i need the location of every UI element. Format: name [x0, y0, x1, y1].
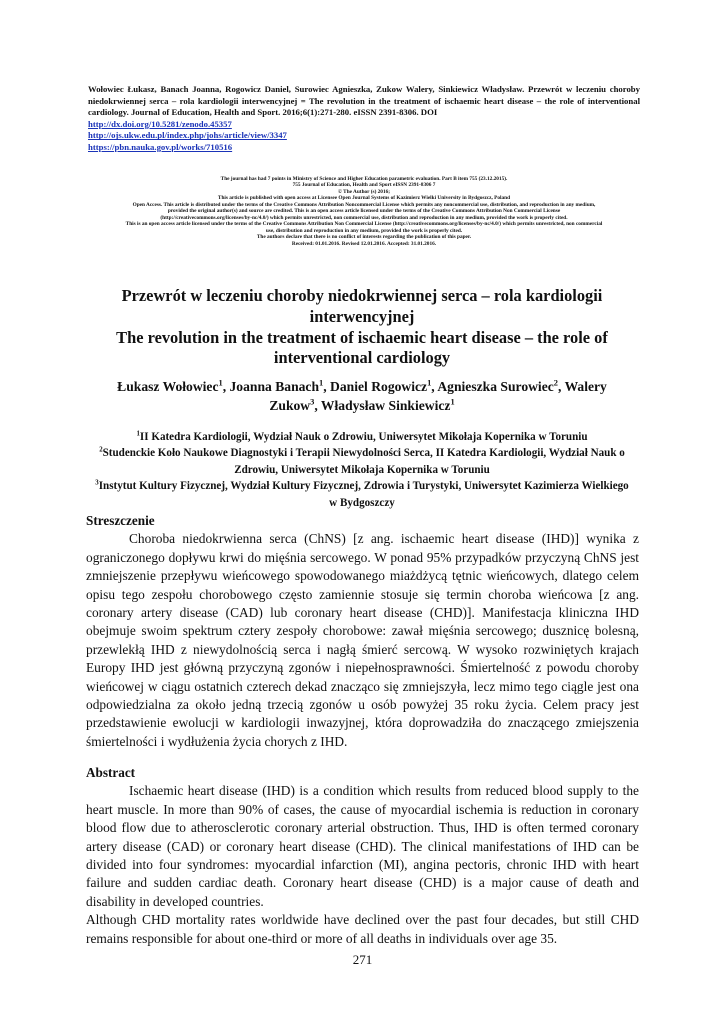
affiliation-number: 1: [136, 430, 140, 438]
pbn-works-link[interactable]: https://pbn.nauka.gov.pl/works/710516: [88, 141, 233, 152]
author-name: Agnieszka Surowiec: [437, 379, 554, 394]
citation-block: [88, 84, 640, 154]
page-number: 271: [352, 952, 373, 967]
notice-line: (http://creativecommons.org/licenses/by-nc/4.0/) which permits unrestricted, non commercial use, distribution and reproduction in any medium, provided the work is properly cited.: [160, 214, 568, 221]
streszczenie-section: [86, 512, 639, 751]
author-separator: ,: [222, 379, 230, 394]
abstract-paragraph: Although CHD mortality rates worldwide have declined over the past four decades, but still CHD remains responsible for about one-third or more of all deaths in individuals over age 35.: [86, 912, 639, 946]
notice-line: © The Author (s) 2016;: [337, 188, 391, 195]
affiliation-item: [90, 429, 634, 445]
abstract-heading: Abstract: [86, 765, 136, 780]
abstract-section: [86, 764, 639, 948]
notice-line: This is an open access article licensed under the terms of the Creative Commons Attribution Non Commercial License (http://creativecommons.org/licenses/by-nc/4.0/) which permits unrestricted, non commercial: [125, 221, 603, 228]
author-name: Władysław Sinkiewicz: [320, 397, 451, 413]
author-separator: ,: [314, 397, 321, 413]
author-affiliation-mark: 1: [218, 377, 223, 388]
author-affiliation-mark: 3: [310, 396, 315, 407]
notice-line: This article is published with open access at Licensee Open Journal Systems of Kazimierz Wielki University in Bydgoszcz, Poland: [217, 195, 511, 202]
ojs-article-link[interactable]: http://ojs.ukw.edu.pl/index.php/johs/article/view/3347: [88, 130, 287, 141]
author-separator: ,: [323, 379, 331, 394]
notice-line: Open Access. This article is distributed under the terms of the Creative Commons Attribution Noncommercial License which permits any noncommercial use, distribution, and reproduction in any medium,: [132, 201, 596, 208]
affiliation-number: 2: [99, 446, 103, 454]
author-name: Daniel Rogowicz: [330, 379, 428, 394]
notice-line: Received: 01.01.2016. Revised 12.01.2016. Accepted: 31.01.2016.: [291, 240, 437, 247]
affiliation-text: II Katedra Kardiologii, Wydział Nauk o Zdrowiu, Uniwersytet Mikołaja Kopernika w Toruniu: [139, 431, 588, 443]
notice-line: The journal has had 7 points in Ministry of Science and Higher Education parametric evaluation. Part B item 755 (23.12.2015).: [220, 176, 508, 182]
title-english: The revolution in the treatment of ischaemic heart disease – the role of interventional cardiology: [116, 327, 608, 368]
citation-text: Wołowiec Łukasz, Banach Joanna, Rogowicz Daniel, Surowiec Agnieszka, Zukow Walery, Sinkiewicz Władysław. Przewrót w leczeniu choroby niedokrwiennej serca – rola kardiologii interwencyjnej = The revolution in the treatment of ischaemic heart disease – the role of interventional cardiology. Journal of Education, Health and Sport. 2016;6(1):271-280. eISSN 2391-8306. DOI: [88, 84, 640, 118]
author-affiliation-mark: 1: [427, 377, 432, 388]
abstract-paragraph: Ischaemic heart disease (IHD) is a condition which results from reduced blood supply to the heart muscle. In more than 90% of cases, the cause of myocardial ischemia is reduction in coronary blood flow due to atherosclerotic coronary arterial obstruction. Thus, IHD is often termed coronary artery disease (CAD) or coronary heart disease (CHD). The clinical manifestations of IHD can be divided into four syndromes: myocardial infarction (MI), angina pectoris, chronic IHD with heart failure and sudden cardiac death. Coronary heart disease (CHD) is a major cause of death and disability in developed countries.: [86, 783, 639, 909]
affiliation-text: Studenckie Koło Naukowe Diagnostyki i Terapii Niewydolności Serca, II Katedra Kardiologii, Wydział Nauk o Zdrowiu, Uniwersytet Mikołaja Kopernika w Toruniu: [102, 447, 625, 476]
streszczenie-heading: Streszczenie: [86, 513, 155, 528]
notice-line: 755 Journal of Education, Health and Sport eISSN 2391-8306 7: [292, 182, 436, 189]
author-name: Walery Zukow: [269, 379, 607, 413]
notice-line: use, distribution and reproduction in any medium, provided the work is properly cited.: [265, 227, 463, 234]
author-list: [96, 378, 628, 415]
title-polish: Przewrót w leczeniu choroby niedokrwiennej serca – rola kardiologii interwencyjnej: [121, 286, 603, 326]
article-titles: [96, 286, 628, 369]
author-affiliation-mark: 1: [450, 396, 455, 407]
affiliation-item: [90, 445, 634, 478]
author-name: Joanna Banach: [229, 379, 320, 394]
doi-link[interactable]: http://dx.doi.org/10.5281/zenodo.45357: [88, 118, 232, 129]
author-separator: ,: [558, 379, 565, 394]
author-name: Łukasz Wołowiec: [117, 379, 219, 394]
author-separator: ,: [431, 379, 438, 394]
affiliation-text: Instytut Kultury Fizycznej, Wydział Kultury Fizycznej, Zdrowia i Turystyki, Uniwersytet Kazimierza Wielkiego w Bydgoszczy: [98, 480, 629, 509]
affiliation-list: [90, 429, 634, 511]
notice-line: provided the original author(s) and source are credited. This is an open access article licensed under the terms of the Creative Commons Attribution Non Commercial License: [167, 208, 561, 215]
affiliation-item: [90, 478, 634, 511]
author-affiliation-mark: 2: [553, 377, 558, 388]
notice-line: The authors declare that there is no conflict of interests regarding the publication of this paper.: [256, 234, 472, 241]
affiliation-number: 3: [95, 479, 99, 487]
streszczenie-text: Choroba niedokrwienna serca (ChNS) [z ang. ischaemic heart disease (IHD)] wynika z ograniczonego dopływu krwi do mięśnia sercowego. W ponad 95% przypadków przyczyną ChNS jest zmniejszenie przepływu wieńcowego spowodowanego miażdżycą tętnic wieńcowych, dlatego celem opisu tego zespołu chorobowego często zamiennie stosuje się termin choroba wieńcowa [z ang. coronary artery disease (CAD) lub coronary heart disease (CHD)]. Manifestacja kliniczna IHD obejmuje swoim spektrum cztery zespoły chorobowe: zawał mięśnia sercowego; dusznicę bolesną, przewlekłą IHD z niewydolnością serca i nagłą śmierć sercową. W wysoko rozwiniętych krajach Europy IHD jest główną przyczyną zgonów i niepełnosprawności. Śmiertelność z powodu choroby wieńcowej w ciągu ostatnich czterech dekad znacząco się zmniejszyła, lecz mimo tego ciągle jest ona odpowiedzialna za około jedną trzecią zgonów u osób powyżej 35 roku życia. Celem pracy jest przedstawienie ewolucji w kardiologii inwazyjnej, która doprowadziła do znaczącego zmiejszenia śmiertelności i wydłużenia życia chorych z IHD.: [86, 531, 639, 749]
author-affiliation-mark: 1: [319, 377, 324, 388]
journal-license-notice: [86, 176, 642, 247]
